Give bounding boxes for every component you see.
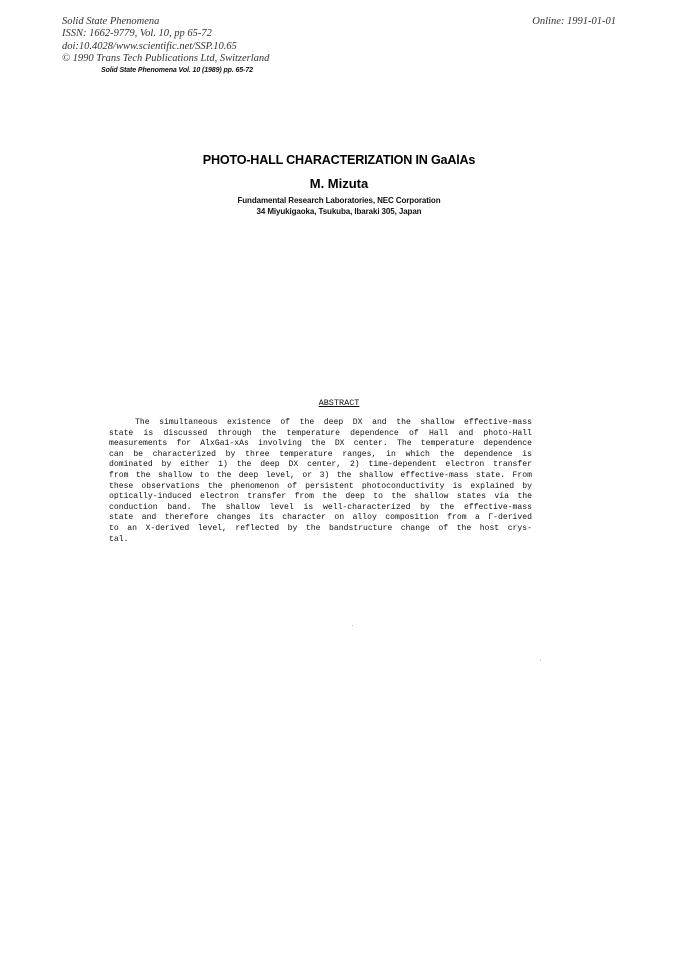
paper-author: M. Mizuta [309, 176, 369, 191]
abstract-line: The simultaneous existence of the deep DX and the shallow effective-mass [135, 418, 532, 427]
scan-speck [540, 660, 541, 661]
doi-line: doi:10.4028/www.scientific.net/SSP.10.65 [62, 40, 237, 52]
online-date: Online: 1991-01-01 [532, 16, 616, 27]
abstract-heading: ABSTRACT [318, 398, 360, 408]
abstract-line: state is discussed through the temperature dependence of Hall and photo-Hall [109, 428, 532, 438]
journal-reference: Solid State Phenomena Vol. 10 (1989) pp. 65-72 [101, 67, 253, 74]
abstract-line: can be characterized by three temperature ranges, in which the dependence is [109, 449, 532, 459]
scan-speck [352, 625, 353, 626]
abstract-body [109, 418, 532, 545]
abstract-line: to an X-derived level, reflected by the bandstructure change of the host crys- [109, 523, 532, 533]
abstract-line: dominated by either 1) the deep DX center, 2) time-dependent electron transfer [109, 460, 532, 470]
publication-metadata [62, 16, 269, 66]
abstract-line: tal. [109, 534, 129, 544]
paper-title: PHOTO-HALL CHARACTERIZATION IN GaAlAs [202, 153, 476, 167]
abstract-line: state and therefore changes its character on alloy composition from a Γ-derived [109, 513, 532, 523]
abstract-line: from the shallow to the deep level, or 3) the shallow effective-mass state. From [109, 470, 532, 480]
abstract-line: conduction band. The shallow level is well-characterized by the effective-mass [109, 502, 532, 512]
affiliation-institution: Fundamental Research Laboratories, NEC Corporation [237, 196, 441, 205]
journal-name: Solid State Phenomena [62, 16, 160, 27]
copyright-line: © 1990 Trans Tech Publications Ltd, Switzerland [62, 53, 270, 65]
abstract-line: optically-induced electron transfer from the deep to the shallow states via the [109, 492, 532, 502]
abstract-line: measurements for AlxGa1-xAs involving the DX center. The temperature dependence [109, 439, 532, 449]
abstract-line: these observations the phenomenon of persistent photoconductivity is explained by [109, 481, 532, 491]
affiliation-address: 34 Miyukigaoka, Tsukuba, Ibaraki 305, Japan [256, 207, 422, 216]
issn-line: ISSN: 1662-9779, Vol. 10, pp 65-72 [62, 28, 212, 40]
